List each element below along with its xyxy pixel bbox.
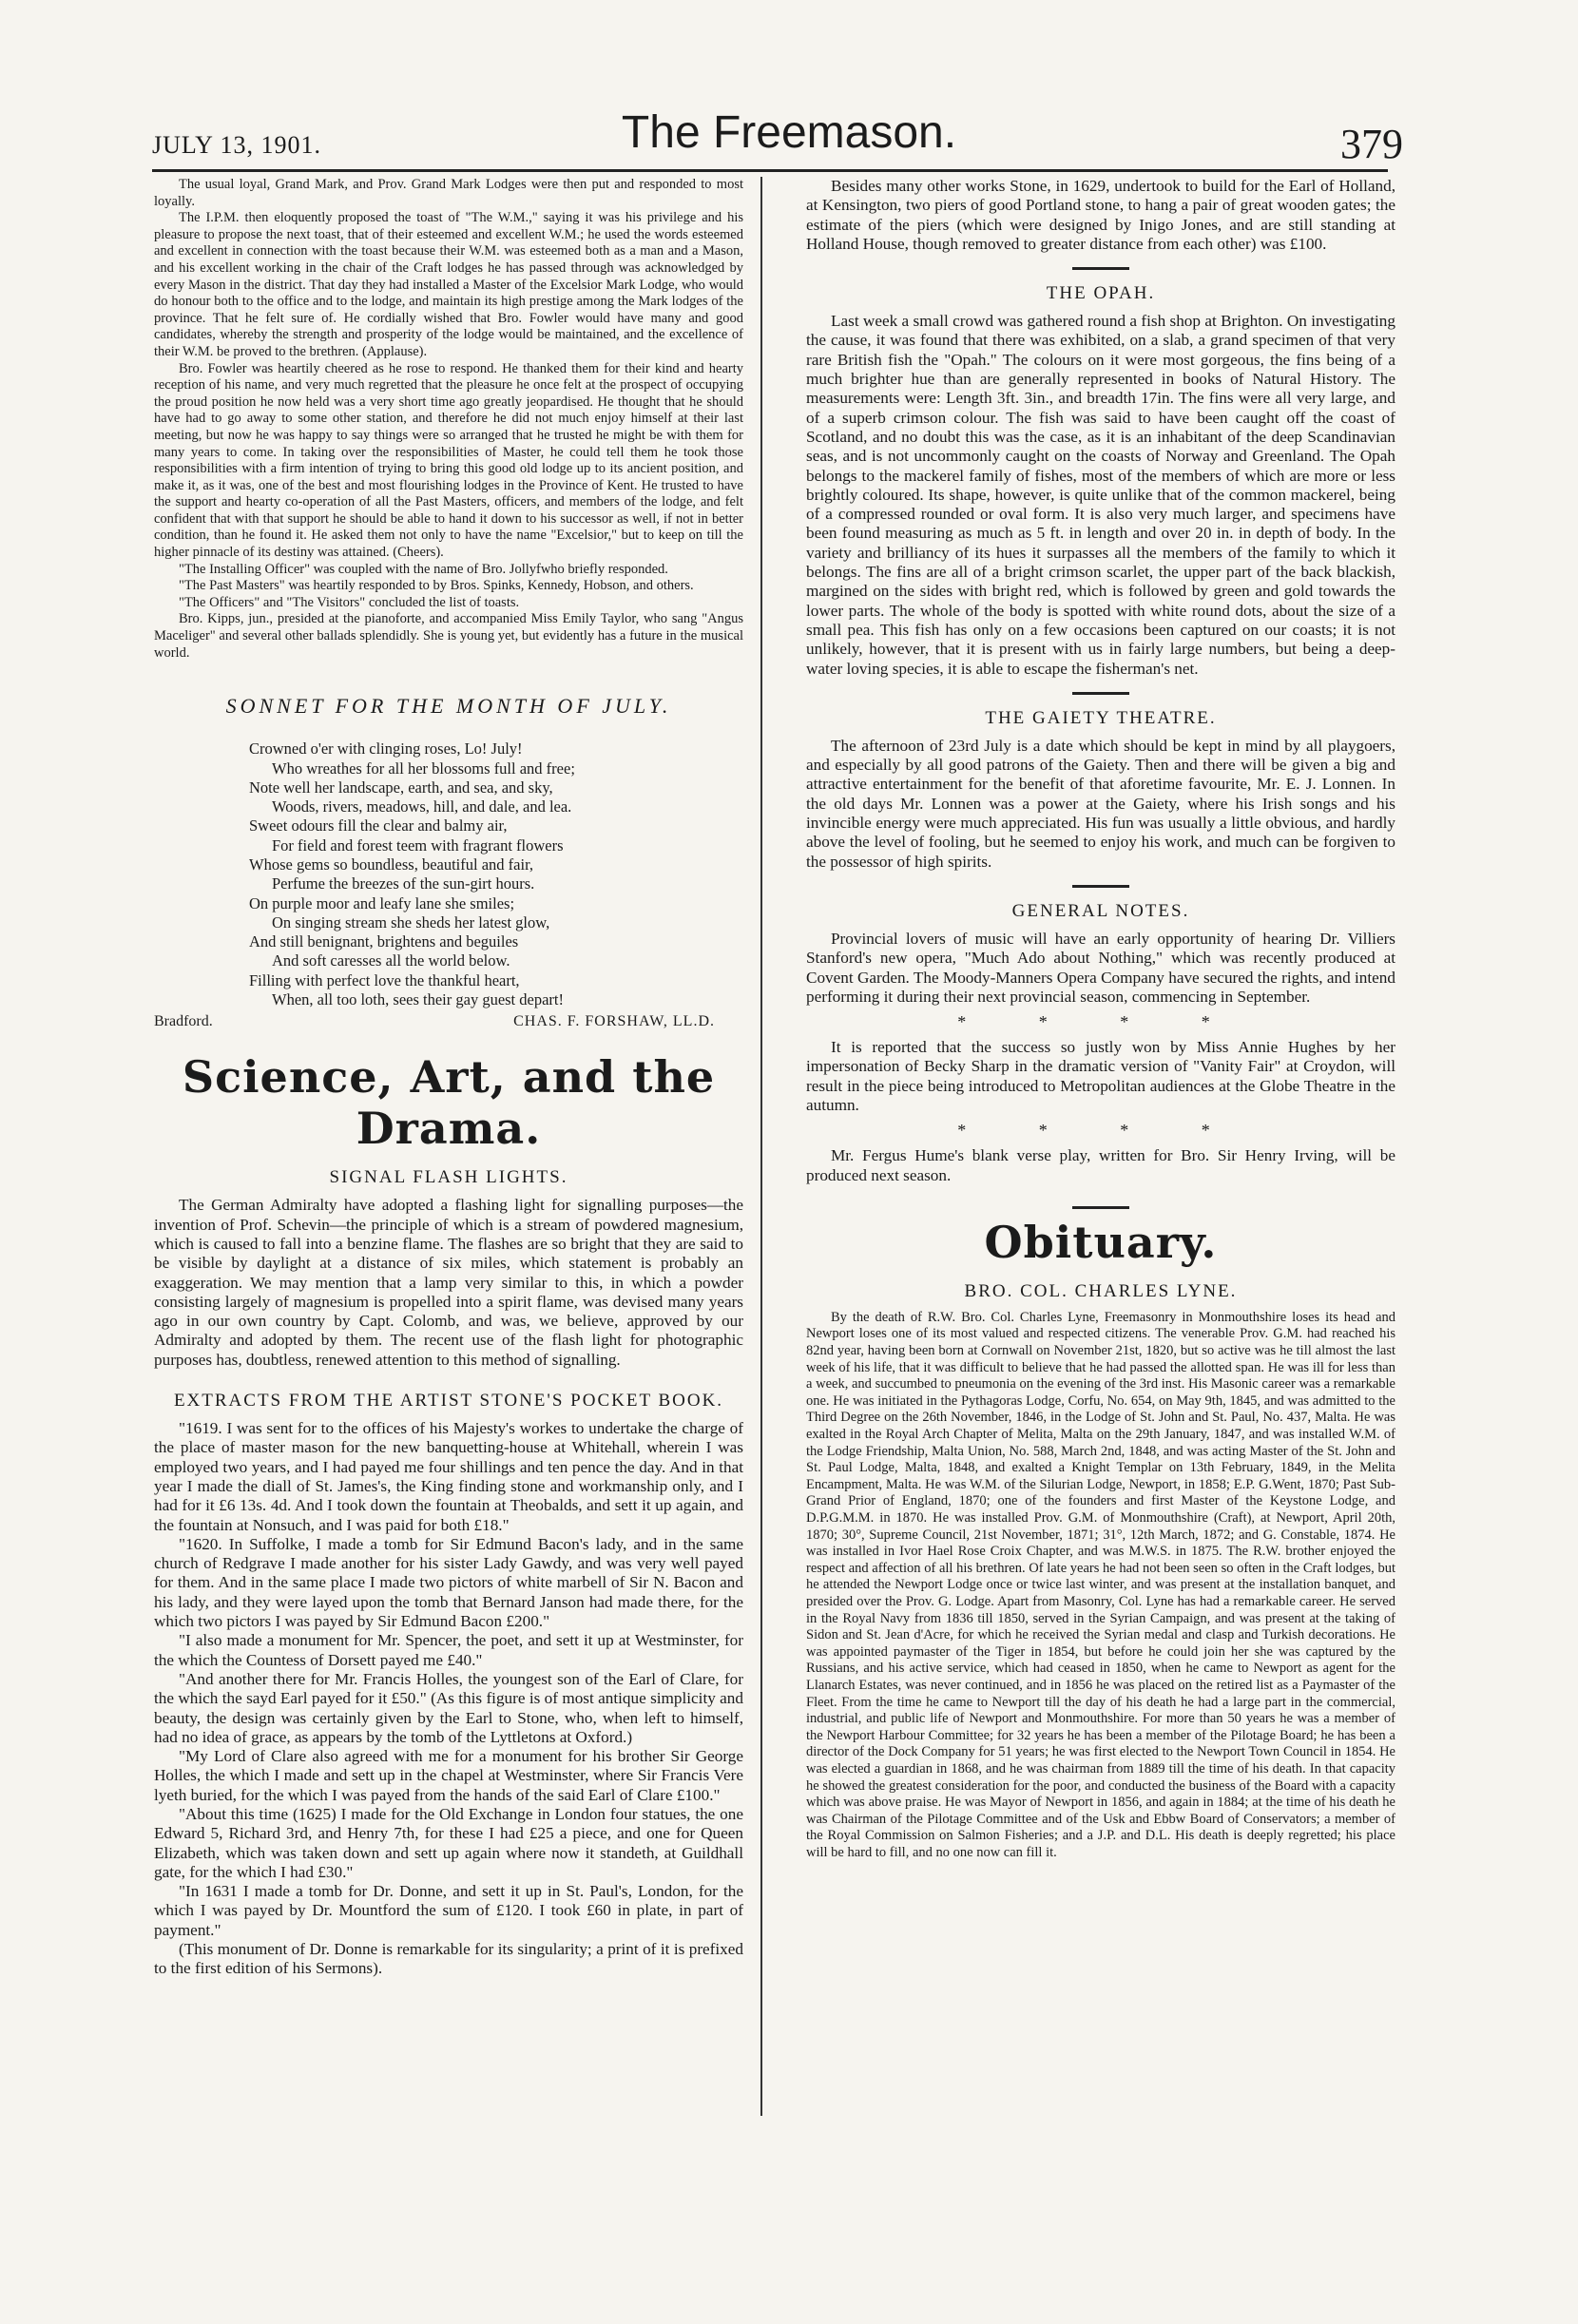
- toasts-section: [154, 177, 743, 662]
- separator-stars: * * * *: [957, 1121, 1244, 1141]
- section-rule: [1072, 267, 1129, 270]
- article-paragraph: "I also made a monument for Mr. Spencer, the poet, and sett it up at Westminster, for the which the Countess of Dorsett payed me £40.": [154, 1631, 743, 1669]
- obituary-title: BRO. COL. CHARLES LYNE.: [964, 1280, 1238, 1301]
- poem-line: Crowned o'er with clinging roses, Lo! July!: [249, 739, 523, 759]
- sonnet-signature: [154, 1013, 743, 1030]
- poem-line: Whose gems so boundless, beautiful and fair,: [249, 855, 534, 874]
- poem-line: For field and forest teem with fragrant flowers: [272, 835, 564, 855]
- article-paragraph: By the death of R.W. Bro. Col. Charles Lyne, Freemasonry in Monmouthshire loses its head and Newport loses one of its most valued and respected citizens. The venerable Prov. G.M. had reached his 82nd year, having been born at Cornwall on November 21st, 1820, but so active was he till almost the last week of his life, that it was difficult to believe that he had passed the allotted span. He was ill for less than a week, and succumbed to pneumonia on the evening of the 3rd inst. His Masonic career was a remarkable one. He was initiated in the Pythagoras Lodge, Corfu, No. 654, on May 9th, 1845, and was admitted to the Third Degree on the 26th November, 1846, in the Lodge of St. John and St. Paul, No. 437, Malta. He was exalted in the Royal Arch Chapter of Melita, Malta on the 29th January, 1847, and was installed W.M. of the Lodge Friendship, Malta Union, No. 588, March 2nd, 1848, and was acting Master of the St. John and St. Paul Lodge, Malta, 1848, and exalted a Knight Templar on 13th February, 1849, in the Melita Encampment, Malta. He was W.M. of the Silurian Lodge, Newport, in 1858; E.P. G.Went, 1870; Past Sub-Grand Prior of England, 1870; one of the founders and first Master of the Keystone Lodge, and D.P.G.M.M. in 1870. He was installed Prov. G.M. of Monmouthshire (Craft), at Newport, April 20th, 1870; 30°, Supreme Council, 21st November, 1871; 31°, 12th March, 1872; and G. Constable, 1874. He was installed in Ivor Hael Rose Croix Chapter, and was M.W.S. in 1875. The R.W. brother enjoyed the respect and affection of all his brethren. Of late years he had not been seen so often in the Craft lodges, but he attended the Newport Lodge once or twice last winter, and was present at the installation banquet, and presided over the Prov. G. Lodge. Apart from Masonry, Col. Lyne has had a remarkable career. He served in the Royal Navy from 1836 till 1850, served in the Syrian Campaign, and was present at the taking of Sidon and St. Jean d'Acre, for which he received the Syrian medal and clasp and Turkish decorations. He was appointed paymaster of the Tiger in 1854, but before he could join her she was captured by the Russians, and his active service, which had ceased in 1850, when he came to Newport as agent for the Llanarch Estates, was never continued, and in 1856 he was placed on the retired list as a Paymaster of the Fleet. From the time he came to Newport till the day of his death he had a large part in the commercial, industrial, and public life of Newport and Monmouthshire. For more than 50 years he was a member of the Newport Harbour Committee; for 32 years he has been a member of the Pilotage Board; he has been a director of the Dock Company for 51 years; he was first elected to the Newport Town Council in 1854. He was elected a guardian in 1868, and he was chairman from 1889 till the time of his death. In that capacity he showed the greatest consideration for the poor, and conducted the business of the Board with a capacity which was above praise. He was Mayor of Newport in 1856, and again in 1884; at the time of his death he was Chairman of the Pilotage Committee and of the Usk and Ebbw Board of Conservators; a member of the Royal Commission on Salmon Fisheries; and a J.P. and D.L. His death is deeply regretted; his place will be hard to fill, and no one now can fill it.: [806, 1309, 1395, 1860]
- poem-line: Who wreathes for all her blossoms full and free;: [272, 759, 575, 778]
- sonnet-place: Bradford.: [154, 1013, 213, 1030]
- poem-line: And still benignant, brightens and beguiles: [249, 932, 519, 951]
- sonnet-poem: [154, 739, 743, 1030]
- stone-continued: [806, 177, 1395, 254]
- article-paragraph: Besides many other works Stone, in 1629, undertook to build for the Earl of Holland, at Kensington, two piers of good Portland stone, to hang a pair of great wooden gates; the estimate of the piers (which were designed by Inigo Jones, and are still standing at Holland House, though removed to greater distance from each other) was £100.: [806, 177, 1395, 253]
- poem-line: Perfume the breezes of the sun-girt hours.: [272, 874, 535, 893]
- obituary-article: [806, 1310, 1395, 1862]
- poem-line: When, all too loth, sees their gay guest depart!: [272, 990, 564, 1009]
- sonnet-title: SONNET FOR THE MONTH OF JULY.: [225, 694, 672, 719]
- issue-date: JULY 13, 1901.: [152, 131, 321, 159]
- section-rule: [1072, 885, 1129, 888]
- article-paragraph: "My Lord of Clare also agreed with me for a monument for his brother Sir George Holles, the which I made and sett up in the chapel at Westminster, where Sir Francis Vere lyeth buried, for the which I was payed from the hands of the said Earl of Clare £100.": [154, 1747, 743, 1804]
- gaiety-article: [806, 737, 1395, 872]
- poem-line: On purple moor and leafy lane she smiles;: [249, 893, 515, 912]
- article-paragraph: The German Admiralty have adopted a flashing light for signalling purposes—the invention of Prof. Schevin—the principle of which is a stream of powdered magnesium, which is caused to fall into a benzine flame. The flashes are so bright that they are said to be visible by daylight at a distance of six miles, which statement is probably an exaggeration. We may mention that a lamp very similar to this, in which a powder consisting largely of magnesium is propelled into a spirit flame, was devised many years ago in our own country by Capt. Colomb, and was, we believe, approved by our Admiralty and adopted by them. The recent use of the flash light for photographic purposes has, doubtless, renewed attention to this method of signalling.: [154, 1196, 743, 1369]
- notes-title: GENERAL NOTES.: [1011, 900, 1190, 921]
- toast-paragraph: "The Officers" and "The Visitors" concluded the list of toasts.: [179, 594, 520, 610]
- poem-line: And soft caresses all the world below.: [272, 951, 510, 970]
- section-rule: [1072, 1206, 1129, 1209]
- right-column: [806, 177, 1395, 1861]
- signal-title: SIGNAL FLASH LIGHTS.: [329, 1167, 568, 1188]
- poem-line: On singing stream she sheds her latest glow,: [272, 912, 550, 932]
- article-paragraph: (This monument of Dr. Donne is remarkable for its singularity; a print of it is prefixed to the first edition of his Sermons).: [154, 1940, 743, 1978]
- extracts-title: EXTRACTS FROM THE ARTIST STONE'S POCKET BOOK.: [173, 1391, 724, 1412]
- section-heading-science: Science, Art, and the Drama.: [182, 1051, 716, 1155]
- article-paragraph: It is reported that the success so justly won by Miss Annie Hughes by her impersonation of Becky Sharp in the dramatic version of "Vanity Fair" at Croydon, will result in the piece being introduced to Metropolitan audiences at the Globe Theatre in the autumn.: [806, 1038, 1395, 1114]
- toast-paragraph: "The Past Masters" was heartily responded to by Bros. Spinks, Kennedy, Hobson, and others.: [179, 578, 694, 594]
- toast-paragraph: Bro. Fowler was heartily cheered as he rose to respond. He thanked them for their kind and hearty reception of his name, and very much regretted that the pleasure he once felt at the prospect of occupying the proud position he now held was a very short time ago greatly jeopardised. He thought that he should have had to go away to some other station, and therefore he did not much enjoy himself at their last meeting, but now he was happy to say things were so arranged that he trusted he might be with them for many years to come. In taking over the responsibilities of Master, he could tell them he took those responsibilities with a firm intention of trying to bring this good old lodge up to its ancient position, and make it, as it was, one of the best and most flourishing lodges in the Province of Kent. He trusted to have the support and hearty co-operation of all the Past Masters, officers, and members of the lodge, and felt confident that with that support he should be able to hand it down to his successor as well, if not in better condition, than he found it. He asked them not only to have the name "Excelsior," but to keep on till the higher pinnacle of its destiny was attained. (Cheers).: [154, 360, 743, 561]
- extracts-article: [154, 1419, 743, 1979]
- toast-paragraph: The I.P.M. then eloquently proposed the toast of "The W.M.," saying it was his privilege and his pleasure to propose the next toast, that of their esteemed and excellent W.M.; he used the words esteemed and excellent in connection with the toast because their W.M. was esteemed both as a man and a Mason, and his excellent working in the chair of the Craft lodges he has passed through was acknowledged by every Mason in the district. That day they had installed a Master of the Excelsior Mark Lodge, who would do honour both to the office and to the lodge, and maintain its high prestige among the Mark lodges of the province. That he felt sure of. He cordially wished that Bro. Fowler would have many and good candidates, whereby the strength and prosperity of the lodge would be maintained, and the excellence of their W.M. be proved to the brethren. (Applause).: [154, 210, 743, 359]
- toast-paragraph: Bro. Kipps, jun., presided at the pianoforte, and accompanied Miss Emily Taylor, who sang "Angus Maceliger" and several other ballads splendidly. She is young yet, but evidently has a future in the musical world.: [154, 611, 743, 661]
- article-paragraph: Mr. Fergus Hume's blank verse play, written for Bro. Sir Henry Irving, will be produced next season.: [806, 1146, 1395, 1184]
- header-rule: [152, 169, 1388, 172]
- section-rule: [1072, 692, 1129, 695]
- section-heading-obituary: Obituary.: [984, 1216, 1218, 1268]
- poem-line: Note well her landscape, earth, and sea, and sky,: [249, 778, 553, 797]
- poem-line: Filling with perfect love the thankful heart,: [249, 970, 520, 989]
- poem-line: Sweet odours fill the clear and balmy air,: [249, 816, 508, 835]
- article-paragraph: "And another there for Mr. Francis Holles, the youngest son of the Earl of Clare, for the which the sayd Earl payed for it £50." (As this figure is of most antique simplicity and beauty, the design was certainly given by the Earl to Stone, who, when left to himself, had no idea of grace, as appears by the tomb of the Lyttletons at Oxford.): [154, 1669, 743, 1746]
- article-paragraph: Last week a small crowd was gathered round a fish shop at Brighton. On investigating the cause, it was found that there was exhibited, on a slab, a grand specimen of that very rare British fish the "Opah." The colours on it were most gorgeous, the fins being of a much brighter hue than are generally represented in books of Natural History. The measurements were: Length 3ft. 3in., and breadth 17in. The fins were all very large, and of a superb crimson colour. The fish was said to have been caught off the coast of Scotland, and no doubt this was the case, as it is an inhabitant of the deep Scandinavian seas, and is not uncommonly caught on the coasts of Norway and Greenland. The Opah belongs to the mackerel family of fishes, most of the members of which are more or less brightly coloured. Its shape, however, is quite unlike that of the common mackerel, being of a compressed rounded or oval form. It is also very much larger, and specimens have been found measuring as much as 5 ft. in length and over 20 in. in depth of body. In the variety and brilliancy of its hues it surpasses all the members of the family to which it belongs. The fins are all of a bright crimson scarlet, the upper part of the back blackish, margined on the sides with bright red, which is followed by green and gold towards the lower parts. The whole of the body is spotted with white round dots, about the size of a small pea. This fish has only on a few occasions been captured on our coasts; it is not unlikely, however, that it is present with us in fairly large numbers, but being a deep-water loving species, it is able to escape the fisherman's net.: [806, 312, 1395, 678]
- opah-title: THE OPAH.: [1046, 283, 1156, 304]
- article-paragraph: "About this time (1625) I made for the Old Exchange in London four statues, the one Edward 5, Richard 3rd, and Henry 7th, for these I had £25 a piece, and one for Queen Elizabeth, which was taken down and sett up again where now it standeth, at Guildhall gate, for the which I had £30.": [154, 1804, 743, 1881]
- toast-paragraph: "The Installing Officer" was coupled with the name of Bro. Jollyfwho briefly responded.: [179, 561, 668, 577]
- sonnet-author: CHAS. F. FORSHAW, LL.D.: [513, 1013, 715, 1030]
- notes-article: [806, 930, 1395, 1185]
- separator-stars: * * * *: [957, 1012, 1244, 1032]
- poem-line: Woods, rivers, meadows, hill, and dale, and lea.: [272, 797, 572, 816]
- article-paragraph: The afternoon of 23rd July is a date which should be kept in mind by all playgoers, and especially by all good patrons of the Gaiety. Then and there will be given a big and attractive entertainment for the benefit of that aforetime favourite, Mr. E. J. Lonnen. In the old days Mr. Lonnen was a power at the Gaiety, where his Irish songs and his invincible energy were much appreciated. His fun was usually a little obvious, and hardly above the level of fooling, but he seemed to enjoy his work, and much can be forgiven to the possessor of high spirits.: [806, 736, 1395, 871]
- opah-article: [806, 312, 1395, 679]
- signal-article: [154, 1196, 743, 1370]
- masthead-title: The Freemason.: [621, 107, 957, 158]
- article-paragraph: Provincial lovers of music will have an early opportunity of hearing Dr. Villiers Stanford's new opera, "Much Ado about Nothing," which was recently produced at Covent Garden. The Moody-Manners Opera Company have secured the rights, and intend performing it during their next provincial season, commencing in September.: [806, 929, 1395, 1006]
- left-column: [154, 177, 743, 1979]
- article-paragraph: "1619. I was sent for to the offices of his Majesty's workes to undertake the charge of the place of master mason for the new banquetting-house at Whitehall, wherein I was employed two years, and I had payed me four shillings and ten pence the day. And in that year I made the diall of St. James's, the King finding stone and workmanship only, and I had for it £6 13s. 4d. And I took down the fountain at Theobalds, and sett it up again, and the fountain at Nonsuch, and I was paid for both £18.": [154, 1419, 743, 1534]
- gaiety-title: THE GAIETY THEATRE.: [985, 707, 1217, 728]
- column-divider: [760, 177, 762, 2116]
- toast-paragraph: The usual loyal, Grand Mark, and Prov. Grand Mark Lodges were then put and responded to most loyally.: [154, 177, 743, 209]
- article-paragraph: "1620. In Suffolke, I made a tomb for Sir Edmund Bacon's lady, and in the same church of Redgrave I made another for his sister Lady Gawdy, and was very well payed for them. And in the same place I made two pictors of white marbell of Sir N. Bacon and his lady, and they were layed upon the tomb that Bernard Janson had made there, for the which two pictors I was payed by Sir Edmund Bacon £200.": [154, 1534, 743, 1631]
- article-paragraph: "In 1631 I made a tomb for Dr. Donne, and sett it up in St. Paul's, London, for the which I was payed by Dr. Mountford the sum of £120. I took £60 in plate, in part of payment.": [154, 1882, 743, 1939]
- page-number: 379: [1340, 121, 1403, 167]
